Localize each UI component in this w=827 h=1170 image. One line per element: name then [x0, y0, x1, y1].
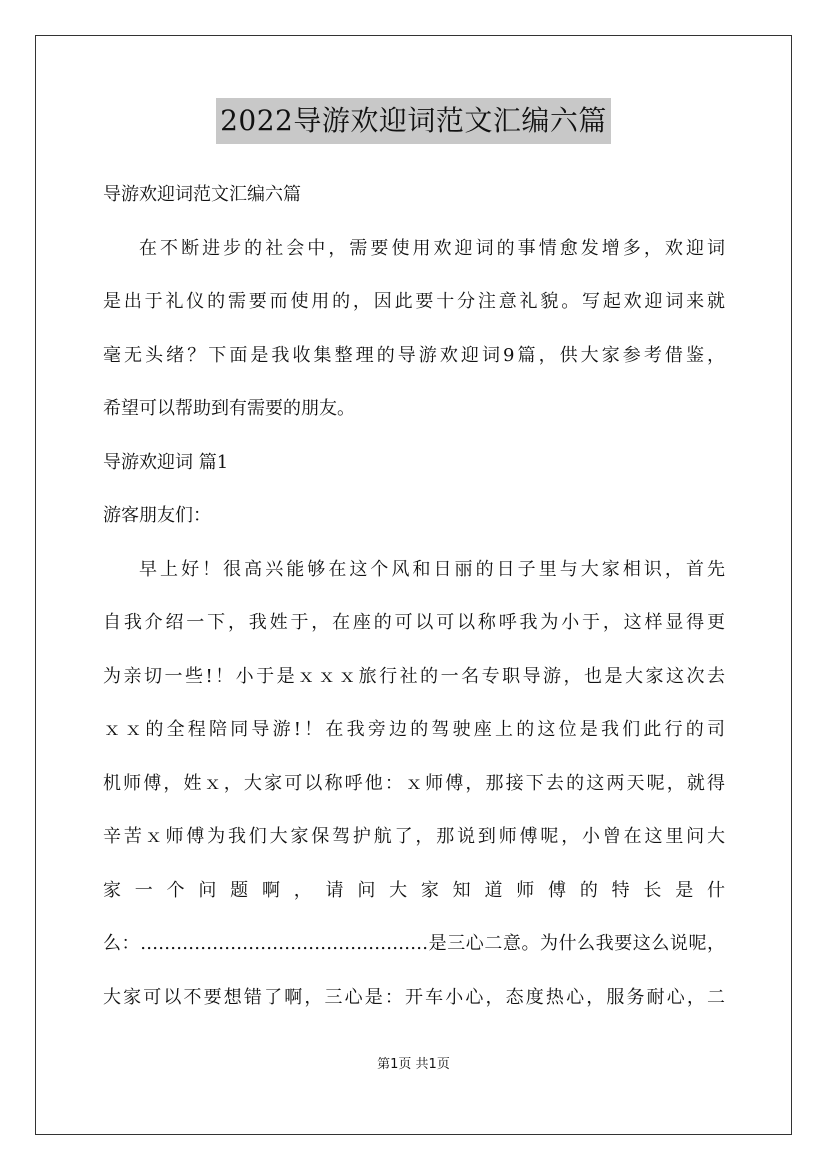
page-number: 第1页 共1页 [377, 1057, 450, 1072]
body-line-9: 大家可以不要想错了啊，三心是：开车小心，态度热心，服务耐心，二 [103, 986, 725, 1008]
intro-line-2: 是出于礼仪的需要而使用的，因此要十分注意礼貌。写起欢迎词来就 [103, 291, 725, 312]
body-line-5: 机师傅，姓ｘ，大家可以称呼他：ｘ师傅，那接下去的这两天呢，就得 [103, 772, 725, 794]
body-line-1: 早上好！很高兴能够在这个风和日丽的日子里与大家相识，首先 [139, 558, 725, 580]
document-subtitle: 导游欢迎词范文汇编六篇 [103, 184, 301, 205]
title-container [0, 98, 827, 144]
document-body [103, 168, 725, 1024]
body-line-4: ｘｘ的全程陪同导游!！在我旁边的驾驶座上的这位是我们此行的司 [103, 719, 725, 740]
intro-line-3: 毫无头绪？下面是我收集整理的导游欢迎词9篇，供大家参考借鉴， [103, 344, 725, 366]
document-title: 2022导游欢迎词范文汇编六篇 [216, 98, 611, 144]
body-line-3: 为亲切一些!！小于是ｘｘｘ旅行社的一名专职导游，也是大家这次去 [103, 665, 725, 687]
section-heading: 导游欢迎词 篇1 [103, 451, 229, 473]
body-line-2: 自我介绍一下，我姓于，在座的可以可以称呼我为小于，这样显得更 [103, 612, 725, 633]
body-line-6: 辛苦ｘ师傅为我们大家保驾护航了，那说到师傅呢，小曾在这里问大 [103, 826, 725, 847]
body-line-8: 么：…………………………………………是三心二意。为什么我要这么说呢， [103, 933, 725, 954]
body-line-7: 家一个问题啊，请问大家知道师傅的特长是什 [103, 879, 725, 901]
intro-line-1: 在不断进步的社会中，需要使用欢迎词的事情愈发增多，欢迎词 [139, 237, 725, 259]
intro-line-4: 希望可以帮助到有需要的朋友。 [103, 398, 355, 419]
page-footer [0, 1055, 827, 1075]
greeting: 游客朋友们： [103, 505, 211, 526]
